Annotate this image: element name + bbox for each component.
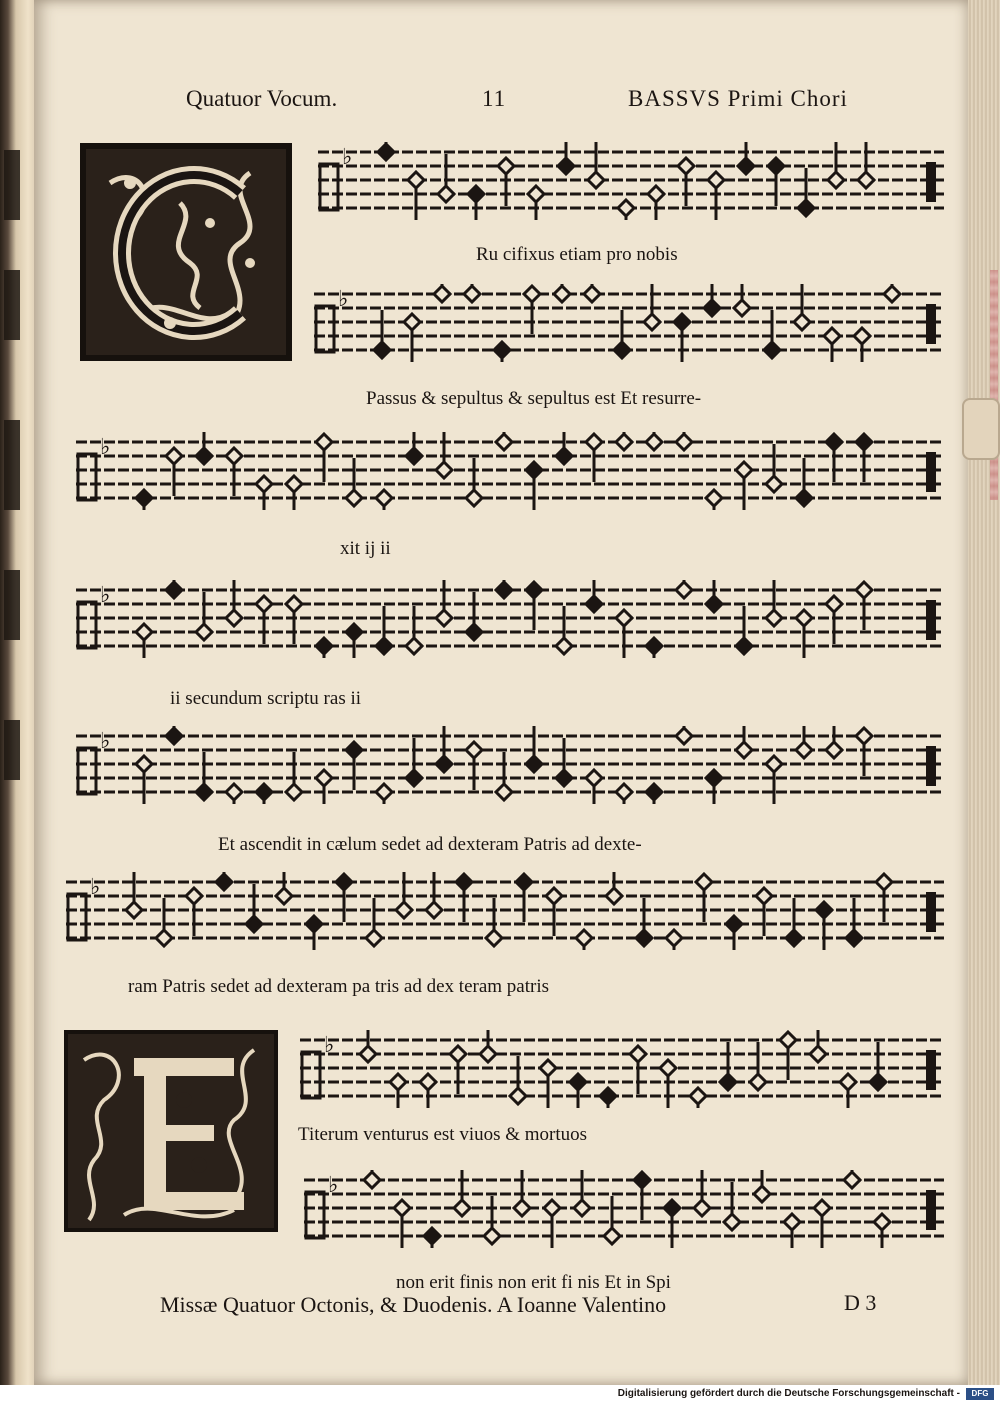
red-ribbon: [990, 270, 998, 500]
note-icon: [226, 448, 242, 496]
note-icon: [420, 1074, 436, 1108]
note-icon: [526, 582, 542, 630]
note-icon: [630, 1046, 646, 1094]
footer-title: Missæ Quatuor Octonis, & Duodenis. A Ioanne Valentino: [160, 1292, 667, 1317]
note-icon: [516, 874, 532, 922]
svg-text:♭: ♭: [328, 1173, 339, 1198]
note-icon: [736, 462, 752, 510]
note-icon: [486, 898, 502, 946]
staff-4: [76, 580, 944, 658]
note-icon: [824, 328, 840, 362]
note-icon: [646, 432, 662, 450]
note-icon: [604, 1196, 620, 1244]
note-icon: [798, 168, 814, 216]
note-icon: [196, 432, 212, 464]
note-icon: [634, 1172, 650, 1220]
note-icon: [854, 328, 870, 362]
note-icon: [690, 1088, 706, 1108]
note-icon: [306, 916, 322, 950]
note-icon: [366, 898, 382, 946]
note-icon: [390, 1074, 406, 1108]
lyric-line-6: ram Patris sedet ad dexteram pa tris ad dex teram patris: [128, 976, 550, 997]
note-icon: [676, 432, 692, 450]
note-icon: [844, 1170, 860, 1188]
note-icon: [724, 1182, 740, 1230]
note-icon: [708, 172, 724, 220]
note-icon: [360, 1030, 376, 1062]
note-icon: [676, 726, 692, 744]
decorated-initial-c-icon: [80, 143, 292, 361]
note-icon: [544, 1200, 560, 1248]
note-icon: [376, 606, 392, 654]
note-icon: [734, 284, 750, 316]
note-icon: [468, 186, 484, 220]
note-icon: [736, 606, 752, 654]
note-icon: [404, 314, 420, 362]
note-icon: [666, 930, 682, 950]
note-icon: [346, 624, 362, 658]
note-icon: [856, 582, 872, 630]
note-icon: [678, 158, 694, 206]
note-icon: [556, 738, 572, 786]
note-icon: [706, 580, 722, 612]
lyric-line-2: Passus & sepultus & sepultus est Et resurre-: [366, 388, 702, 409]
svg-text:♭: ♭: [100, 729, 111, 754]
note-icon: [826, 726, 842, 758]
dfg-logo-icon: DFG: [966, 1388, 994, 1400]
note-icon: [584, 284, 600, 302]
svg-text:♭: ♭: [342, 145, 353, 170]
note-icon: [336, 874, 352, 922]
note-icon: [780, 1032, 796, 1080]
note-icon: [840, 1074, 856, 1108]
note-icon: [376, 490, 392, 510]
note-icon: [540, 1060, 556, 1108]
note-icon: [556, 606, 572, 654]
lyric-line-8: non erit finis non erit fi nis Et in Spi: [396, 1272, 671, 1293]
note-icon: [756, 888, 772, 936]
note-icon: [618, 200, 634, 220]
note-icon: [810, 1030, 826, 1062]
note-icon: [796, 610, 812, 658]
note-icon: [136, 624, 152, 658]
note-icon: [846, 898, 862, 946]
note-icon: [660, 1060, 676, 1108]
note-icon: [166, 726, 182, 744]
note-icon: [870, 1042, 886, 1090]
note-icon: [196, 592, 212, 640]
page-clip: [962, 398, 1000, 460]
note-icon: [616, 610, 632, 658]
staff-1-notation: [318, 142, 944, 220]
note-icon: [768, 158, 784, 206]
svg-text:♭: ♭: [324, 1033, 335, 1058]
note-icon: [286, 596, 302, 644]
note-icon: [674, 314, 690, 362]
note-icon: [856, 728, 872, 776]
note-icon: [186, 888, 202, 936]
staff-4-notation: [76, 580, 944, 658]
note-icon: [434, 284, 450, 302]
note-icon: [406, 606, 422, 654]
staff-3-notation: [76, 432, 944, 510]
note-icon: [196, 752, 212, 800]
note-icon: [750, 1042, 766, 1090]
svg-text:♭: ♭: [100, 583, 111, 608]
note-icon: [696, 874, 712, 922]
note-icon: [464, 284, 480, 302]
note-icon: [720, 1042, 736, 1090]
credit-text: Digitalisierung gefördert durch die Deutsche Forschungsgemeinschaft -: [617, 1388, 960, 1399]
note-icon: [646, 638, 662, 658]
note-icon: [856, 434, 872, 482]
staff-1: [318, 142, 944, 220]
note-icon: [276, 872, 292, 904]
note-icon: [316, 770, 332, 804]
note-icon: [814, 1200, 830, 1248]
page-number: 11: [482, 86, 507, 111]
note-icon: [346, 458, 362, 506]
note-icon: [496, 580, 512, 598]
note-icon: [374, 310, 390, 358]
note-icon: [558, 142, 574, 174]
lyric-line-3: xit ij ii: [340, 538, 391, 559]
page-header: [0, 86, 1000, 126]
note-icon: [796, 726, 812, 758]
note-icon: [136, 756, 152, 804]
note-icon: [648, 186, 664, 220]
lyric-line-7: Titerum venturus est viuos & mortuos: [298, 1124, 588, 1145]
note-icon: [766, 444, 782, 492]
note-icon: [556, 432, 572, 464]
note-icon: [406, 738, 422, 786]
note-icon: [406, 432, 422, 464]
note-icon: [136, 490, 152, 510]
note-icon: [704, 284, 720, 316]
staff-6-notation: [66, 872, 944, 950]
note-icon: [496, 752, 512, 800]
staff-2: [314, 284, 944, 362]
note-icon: [166, 448, 182, 496]
svg-text:♭: ♭: [338, 287, 349, 312]
note-icon: [438, 154, 454, 202]
header-voices: Quatuor Vocum.: [186, 86, 338, 111]
staff-2-notation: [314, 284, 944, 362]
note-icon: [766, 756, 782, 804]
staff-7-notation: [300, 1030, 944, 1108]
note-icon: [874, 1214, 890, 1248]
decorated-initial-e-icon: [64, 1030, 278, 1232]
staff-5-notation: [76, 726, 944, 804]
note-icon: [876, 874, 892, 922]
note-icon: [166, 580, 182, 598]
note-icon: [614, 310, 630, 358]
note-icon: [600, 1088, 616, 1108]
note-icon: [394, 1200, 410, 1248]
note-icon: [466, 742, 482, 790]
note-icon: [316, 638, 332, 658]
note-icon: [424, 1228, 440, 1248]
note-icon: [676, 580, 692, 598]
note-icon: [528, 186, 544, 220]
header-part: BASSVS Primi Chori: [628, 86, 848, 111]
note-icon: [546, 888, 562, 936]
left-page-edge: [0, 0, 34, 1385]
note-icon: [216, 872, 232, 890]
note-icon: [816, 902, 832, 950]
note-icon: [378, 142, 394, 160]
note-icon: [586, 580, 602, 612]
note-icon: [636, 898, 652, 946]
note-icon: [256, 476, 272, 510]
note-icon: [256, 784, 272, 804]
note-icon: [554, 284, 570, 302]
note-icon: [754, 1170, 770, 1202]
note-icon: [226, 784, 242, 804]
note-icon: [784, 1214, 800, 1248]
note-icon: [826, 596, 842, 644]
note-icon: [570, 1074, 586, 1108]
note-icon: [510, 1056, 526, 1104]
lyric-line-1: Ru cifixus etiam pro nobis: [476, 244, 678, 265]
staff-7: [300, 1030, 944, 1108]
note-icon: [616, 432, 632, 450]
note-icon: [616, 784, 632, 804]
note-icon: [664, 1200, 680, 1248]
note-icon: [496, 432, 512, 450]
note-icon: [156, 898, 172, 946]
note-icon: [786, 898, 802, 946]
note-icon: [586, 770, 602, 804]
note-icon: [738, 142, 754, 174]
credit-bar: [0, 1385, 1000, 1403]
page-stack-edge: [968, 0, 1000, 1385]
note-icon: [576, 930, 592, 950]
staff-6: [66, 872, 944, 950]
svg-text:♭: ♭: [90, 875, 101, 900]
note-icon: [256, 596, 272, 644]
note-icon: [498, 158, 514, 206]
lyric-line-5: Et ascendit in cælum sedet ad dexteram Patris ad dexte-: [218, 834, 642, 855]
note-icon: [316, 434, 332, 482]
note-icon: [526, 462, 542, 510]
note-icon: [286, 752, 302, 800]
note-icon: [484, 1196, 500, 1244]
note-icon: [726, 916, 742, 950]
note-icon: [456, 874, 472, 922]
signature-mark: D 3: [844, 1290, 877, 1315]
note-icon: [376, 784, 392, 804]
note-icon: [466, 458, 482, 506]
note-icon: [286, 476, 302, 510]
note-icon: [796, 458, 812, 506]
note-icon: [826, 434, 842, 482]
note-icon: [646, 784, 662, 804]
note-icon: [884, 284, 900, 302]
note-icon: [450, 1046, 466, 1094]
note-icon: [408, 172, 424, 220]
lyric-line-4: ii secundum scriptu ras ii: [170, 688, 362, 709]
note-icon: [586, 434, 602, 482]
note-icon: [346, 742, 362, 790]
note-icon: [764, 310, 780, 358]
svg-text:♭: ♭: [100, 435, 111, 460]
staff-3: [76, 432, 944, 510]
note-icon: [606, 872, 622, 904]
note-icon: [246, 884, 262, 932]
note-icon: [706, 770, 722, 804]
note-icon: [480, 1030, 496, 1062]
note-icon: [466, 592, 482, 640]
staff-8-notation: [304, 1170, 944, 1248]
staff-8: [304, 1170, 944, 1248]
note-icon: [736, 726, 752, 758]
staff-5: [76, 726, 944, 804]
note-icon: [494, 342, 510, 362]
note-icon: [524, 286, 540, 334]
note-icon: [706, 490, 722, 510]
note-icon: [364, 1170, 380, 1188]
